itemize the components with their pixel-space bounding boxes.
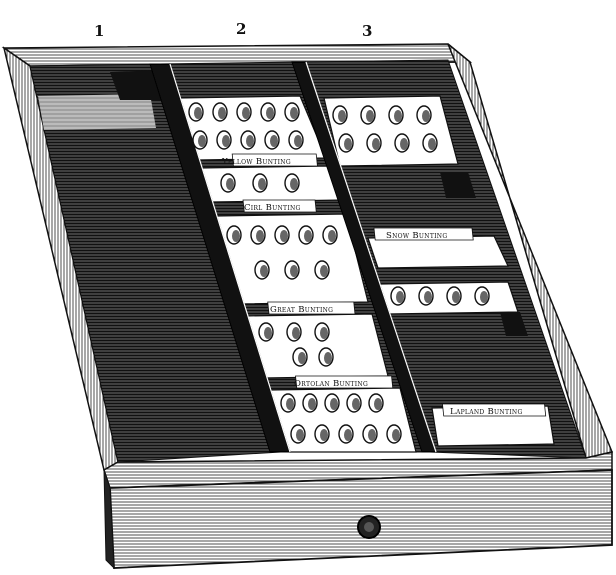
egg-shade: [294, 135, 302, 147]
egg-shade: [394, 110, 402, 122]
egg-shade: [428, 138, 436, 150]
egg-shade: [328, 230, 336, 242]
egg-shade: [266, 107, 274, 119]
egg-shade: [372, 138, 380, 150]
egg-shade: [344, 138, 352, 150]
egg-shade: [392, 429, 400, 441]
egg-shade: [222, 135, 230, 147]
egg-shade: [320, 265, 328, 277]
egg-shade: [400, 138, 408, 150]
egg-shade: [480, 291, 488, 303]
label-cirl-bunting: Cirl Bunting: [244, 203, 301, 213]
egg-shade: [368, 429, 376, 441]
egg-shade: [320, 327, 328, 339]
label-ortolan-bunting: Ortolan Bunting: [294, 379, 369, 389]
egg-shade: [218, 107, 226, 119]
egg-shade: [452, 291, 460, 303]
egg-shade: [330, 398, 338, 410]
egg-shade: [344, 429, 352, 441]
egg-shade: [396, 291, 404, 303]
label-snow-bunting: Snow Bunting: [386, 231, 448, 241]
egg-shade: [290, 265, 298, 277]
egg-shade: [308, 398, 316, 410]
egg-shade: [264, 327, 272, 339]
egg-shade: [260, 265, 268, 277]
egg-shade: [296, 429, 304, 441]
egg-shade: [304, 230, 312, 242]
egg-shade: [198, 135, 206, 147]
egg-shade: [290, 107, 298, 119]
egg-shade: [226, 178, 234, 190]
egg-shade: [280, 230, 288, 242]
egg-shade: [292, 327, 300, 339]
egg-shade: [424, 291, 432, 303]
egg-shade: [352, 398, 360, 410]
egg-shade: [320, 429, 328, 441]
egg-shade: [298, 352, 306, 364]
label-yellow-bunting: Yellow Bunting: [222, 157, 291, 167]
egg-shade: [366, 110, 374, 122]
compartment-number-2: 2: [236, 20, 247, 38]
egg-shade: [338, 110, 346, 122]
egg-shade: [258, 178, 266, 190]
egg-shade: [246, 135, 254, 147]
egg-shade: [286, 398, 294, 410]
egg-shade: [270, 135, 278, 147]
compartment-number-1: 1: [94, 22, 105, 40]
egg-shade: [194, 107, 202, 119]
label-great-bunting: Great Bunting: [270, 305, 334, 315]
egg-shade: [374, 398, 382, 410]
egg-shade: [242, 107, 250, 119]
egg-shade: [256, 230, 264, 242]
egg-shade: [422, 110, 430, 122]
compartment-number-3: 3: [362, 22, 373, 40]
egg-shade: [324, 352, 332, 364]
drawer-knob: [358, 516, 380, 538]
compartment-numbers: [94, 20, 372, 40]
egg-shade: [290, 178, 298, 190]
label-lapland-bunting: Lapland Bunting: [450, 407, 523, 417]
egg-shade: [232, 230, 240, 242]
